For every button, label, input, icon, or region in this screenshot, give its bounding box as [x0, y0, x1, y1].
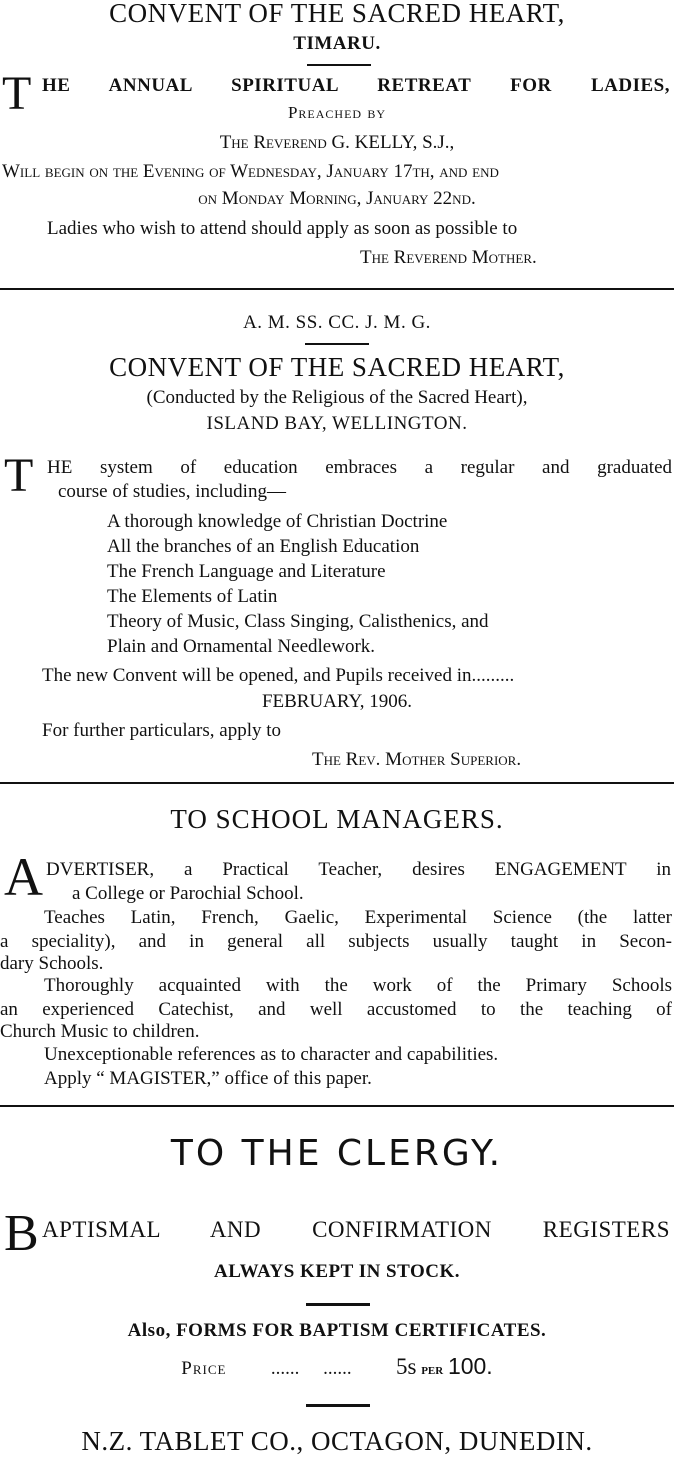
ad1-place: TIMARU. — [293, 33, 381, 54]
ad3-line2: a College or Parochial School. — [72, 883, 304, 904]
ad3-line7: an experienced Catechist, and well accustomed to the teaching of — [0, 999, 672, 1020]
ad1-line6: The Reverend Mother. — [360, 247, 537, 268]
price-value: 5s — [395, 1354, 417, 1379]
ad3-line10: Apply “ MAGISTER,” office of this paper. — [44, 1068, 372, 1089]
short-rule — [306, 1303, 370, 1306]
ad2-further: For further particulars, apply to — [42, 720, 282, 741]
ad2-date: FEBRUARY, 1906. — [261, 691, 413, 712]
ad2-opening: The new Convent will be opened, and Pupils received in......... — [42, 665, 515, 686]
ad3-title: TO SCHOOL MANAGERS. — [170, 804, 504, 834]
drop-cap: B — [4, 1205, 39, 1262]
ad1-line4: on Monday Morning, January 22nd. — [198, 188, 476, 209]
ad3-line3: Teaches Latin, French, Gaelic, Experimental Science (the latter — [44, 907, 672, 928]
ad1-line3 — [2, 162, 674, 181]
ad1-line3-text: Will begin on the Evening of Wednesday, January 17th, and end — [2, 161, 499, 182]
subject-item: Plain and Ornamental Needlework. — [107, 636, 376, 657]
price-dots: ...... ...... — [270, 1358, 352, 1379]
section-divider — [0, 1105, 674, 1107]
drop-cap: T — [2, 67, 32, 120]
ad1-line1: HE ANNUAL SPIRITUAL RETREAT FOR LADIES, — [42, 75, 670, 96]
price-label: Price — [181, 1358, 227, 1379]
drop-cap: A — [4, 847, 43, 907]
ad3-line5: dary Schools. — [0, 953, 104, 974]
subject-item: The Elements of Latin — [107, 586, 278, 607]
ad3-line1: DVERTISER, a Practical Teacher, desires ENGAGEMENT in — [46, 859, 671, 880]
ad4-price-line — [0, 1355, 674, 1378]
ad2-signoff: The Rev. Mother Superior. — [312, 749, 522, 770]
ad1-preached-by: Preached by — [287, 103, 387, 122]
price-per: per — [421, 1361, 444, 1378]
subject-item: The French Language and Literature — [107, 561, 386, 582]
short-rule — [307, 64, 371, 66]
ad4-title: TO THE CLERGY. — [170, 1133, 504, 1174]
ad2-place: ISLAND BAY, WELLINGTON. — [206, 413, 468, 434]
subject-item: Theory of Music, Class Singing, Calisthenics, and — [107, 611, 489, 632]
ad1-title: CONVENT OF THE SACRED HEART, — [109, 0, 565, 28]
section-divider — [0, 782, 674, 784]
ad3-line8: Church Music to children. — [0, 1021, 200, 1042]
ad2-motto: A. M. SS. CC. J. M. G. — [243, 312, 431, 333]
price-qty: 100. — [447, 1353, 493, 1379]
ad2-conducted: (Conducted by the Religious of the Sacred Heart), — [146, 387, 528, 408]
ad4-line2: ALWAYS KEPT IN STOCK. — [214, 1261, 460, 1282]
ad2-intro1: HE system of education embraces a regular and graduated — [47, 457, 672, 478]
ad2-intro2: course of studies, including— — [58, 481, 286, 502]
ad3-line9: Unexceptionable references as to character and capabilities. — [44, 1044, 499, 1065]
ad1-line5: Ladies who wish to attend should apply as soon as possible to — [47, 218, 518, 239]
subject-item: A thorough knowledge of Christian Doctrine — [107, 511, 448, 532]
short-rule — [306, 1404, 370, 1407]
subject-item: All the branches of an English Education — [107, 536, 420, 557]
ad4-line1: APTISMAL AND CONFIRMATION REGISTERS — [42, 1217, 670, 1242]
short-rule — [305, 343, 369, 345]
ad3-line4: a speciality), and in general all subjects usually taught in Secon- — [0, 931, 672, 952]
ad2-title: CONVENT OF THE SACRED HEART, — [109, 352, 565, 382]
ad4-publisher: N.Z. TABLET CO., OCTAGON, DUNEDIN. — [81, 1426, 593, 1456]
ad4-also: Also, FORMS FOR BAPTISM CERTIFICATES. — [127, 1320, 547, 1341]
ad3-line6: Thoroughly acquainted with the work of the Primary Schools — [44, 975, 672, 996]
section-divider — [0, 288, 674, 290]
drop-cap: T — [4, 449, 34, 502]
ad1-preacher: The Reverend G. KELLY, S.J., — [219, 132, 455, 153]
